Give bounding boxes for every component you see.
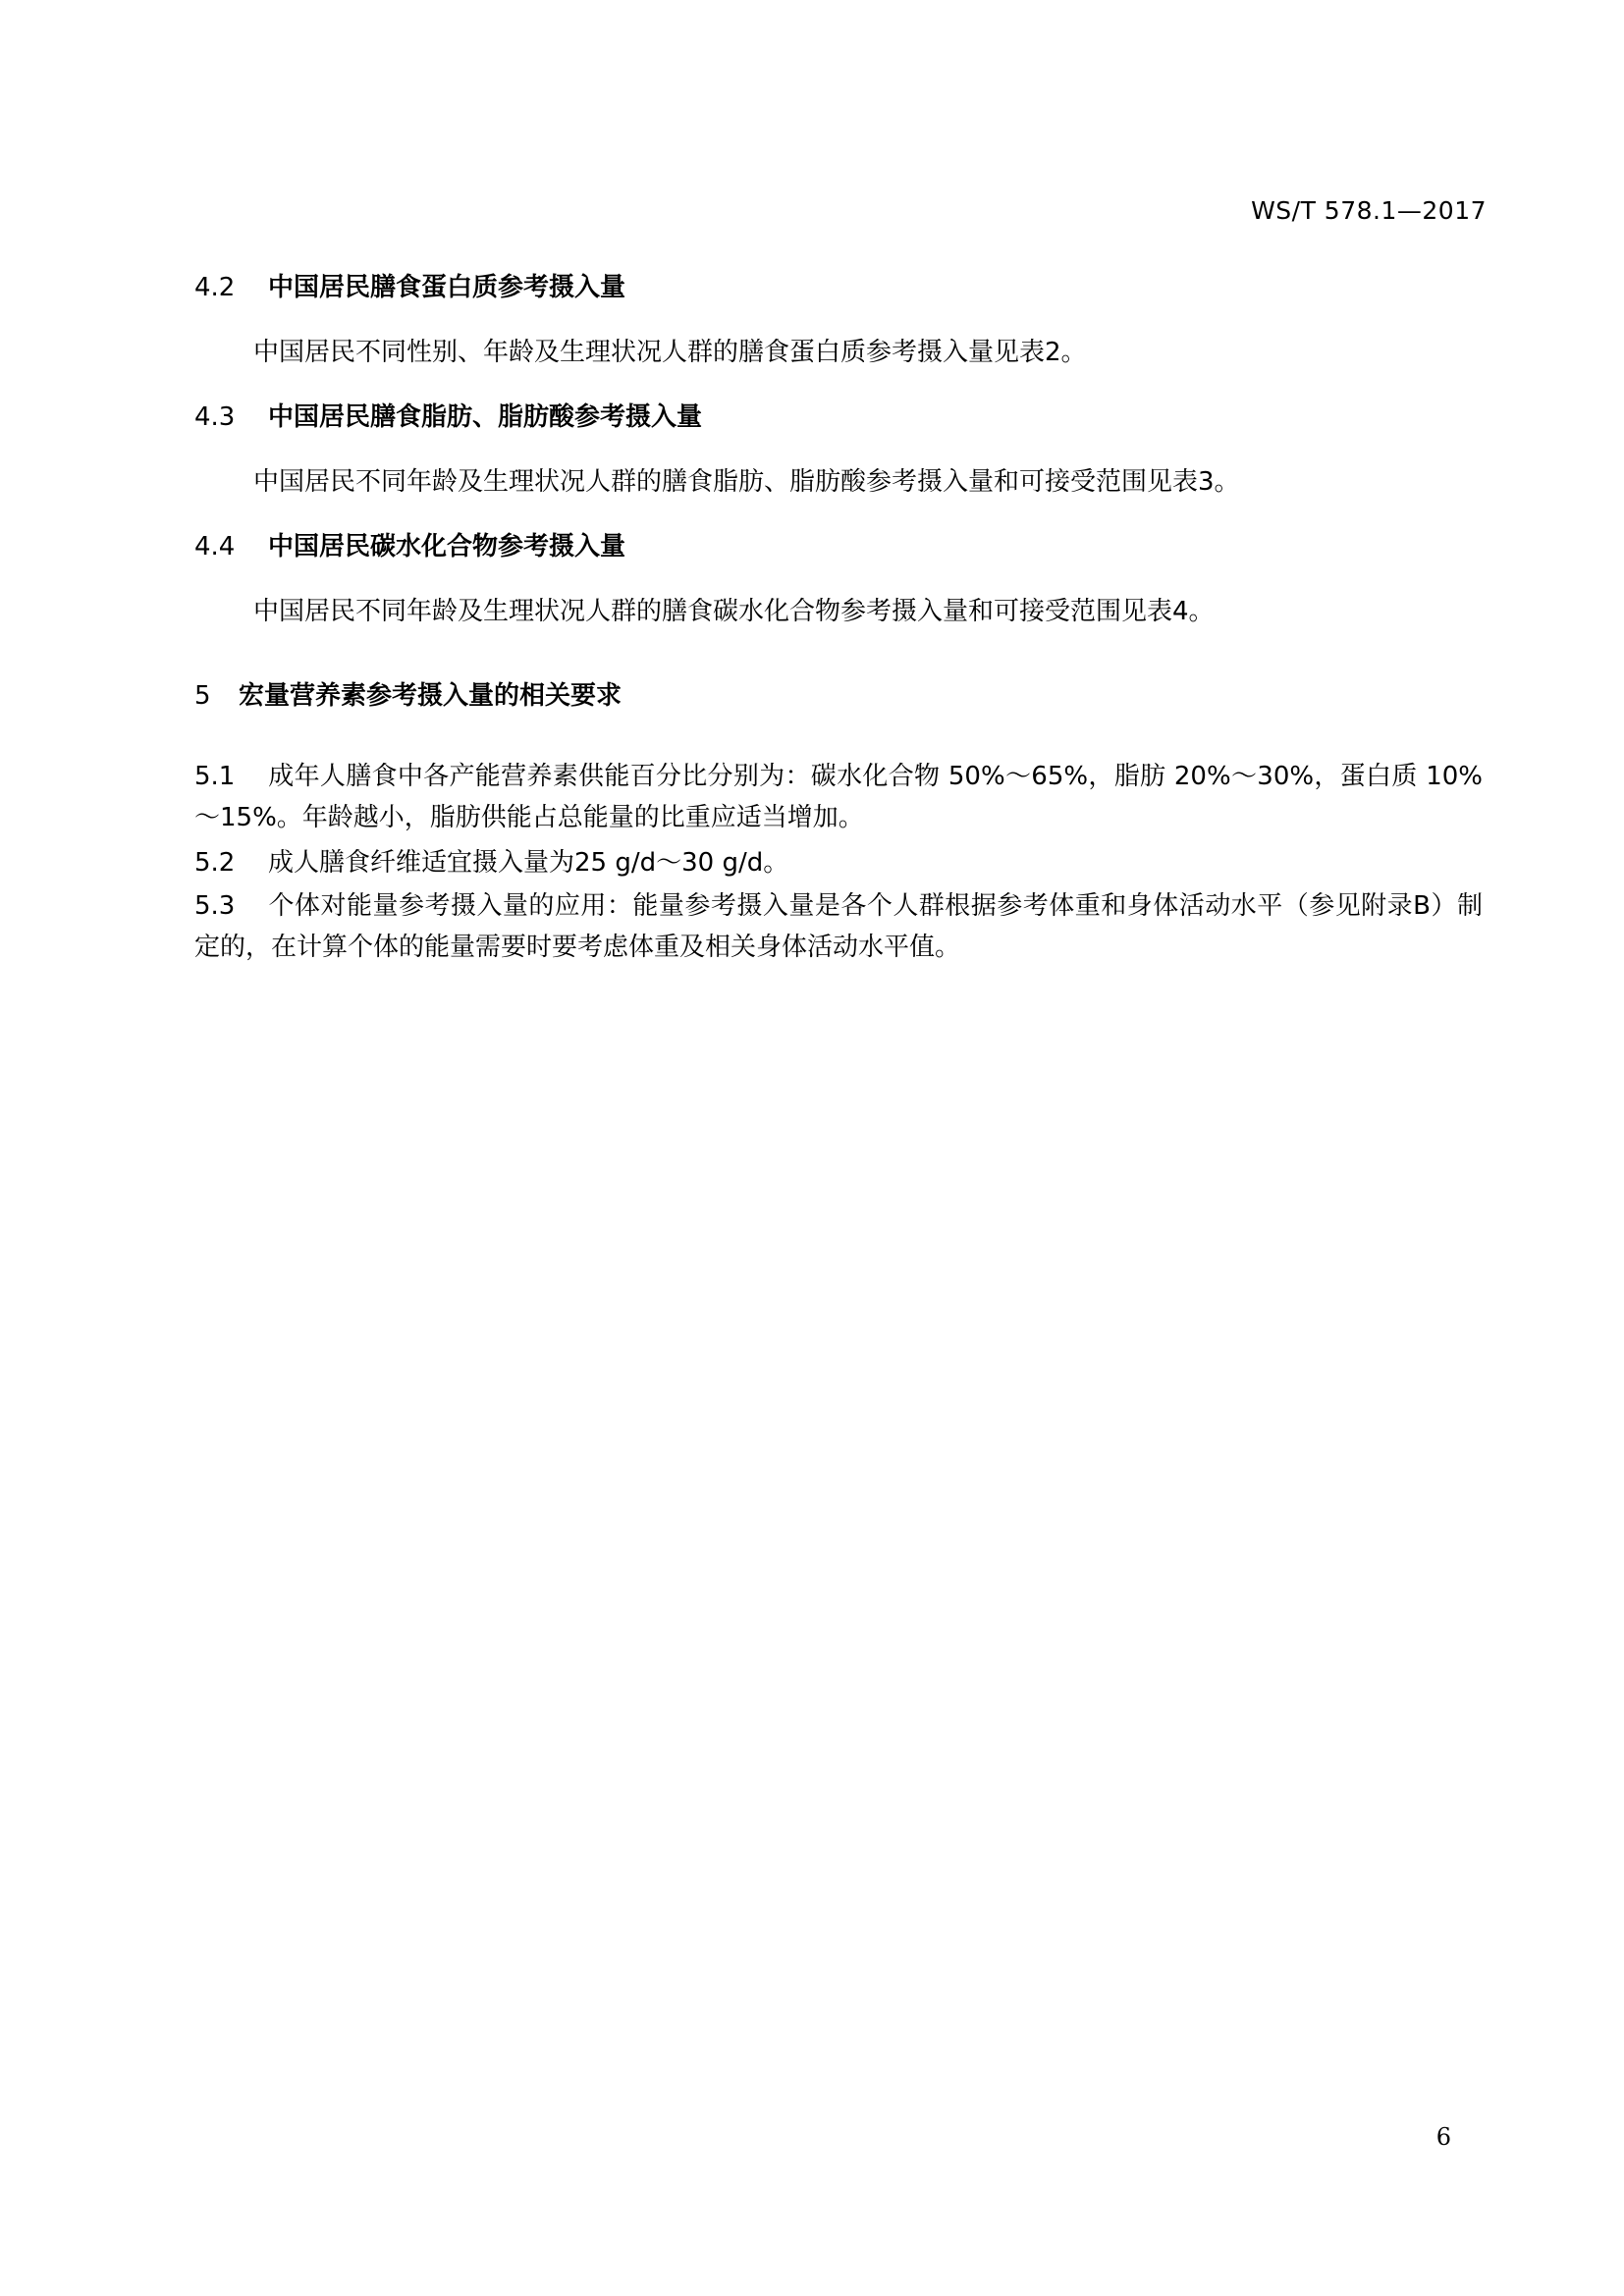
- chapter-title: 宏量营养素参考摄入量的相关要求: [239, 681, 623, 711]
- clause-text: 成人膳食纤维适宜摄入量为25 g/d～30 g/d。: [268, 848, 789, 878]
- chapter-heading-5: [194, 675, 622, 712]
- section-number: 4.4: [194, 532, 236, 561]
- chapter-number: 5: [194, 681, 211, 711]
- clause-5-2: [194, 842, 1483, 883]
- clause-number: 5.3: [194, 891, 236, 921]
- page-number: 6: [1435, 2123, 1451, 2151]
- section-paragraph-4-4: 中国居民不同年龄及生理状况人群的膳食碳水化合物参考摄入量和可接受范围见表4。: [253, 597, 1215, 626]
- section-number: 4.3: [194, 402, 236, 432]
- section-heading-4-3: [194, 397, 702, 433]
- document-code: WS/T 578.1—2017: [1251, 196, 1487, 225]
- section-title: 中国居民碳水化合物参考摄入量: [268, 532, 626, 561]
- section-paragraph-4-2: 中国居民不同性别、年龄及生理状况人群的膳食蛋白质参考摄入量见表2。: [253, 338, 1087, 367]
- clause-text: 个体对能量参考摄入量的应用：能量参考摄入量是各个人群根据参考体重和身体活动水平（参见附录B）制定的，在计算个体的能量需要时要考虑体重及相关身体活动水平值。: [194, 891, 1483, 962]
- clause-5-1: [194, 756, 1483, 838]
- section-heading-4-2: [194, 267, 625, 303]
- clause-5-3: [194, 885, 1483, 968]
- section-paragraph-4-3: 中国居民不同年龄及生理状况人群的膳食脂肪、脂肪酸参考摄入量和可接受范围见表3。: [253, 467, 1240, 497]
- clause-text: 成年人膳食中各产能营养素供能百分比分别为：碳水化合物 50%～65%，脂肪 20%～30%，蛋白质 10%～15%。年龄越小，脂肪供能占总能量的比重应适当增加。: [194, 762, 1483, 832]
- clause-number: 5.2: [194, 848, 236, 878]
- section-number: 4.2: [194, 273, 236, 302]
- clause-number: 5.1: [194, 762, 236, 791]
- section-title: 中国居民膳食脂肪、脂肪酸参考摄入量: [268, 402, 703, 432]
- section-title: 中国居民膳食蛋白质参考摄入量: [268, 273, 626, 302]
- section-heading-4-4: [194, 526, 625, 562]
